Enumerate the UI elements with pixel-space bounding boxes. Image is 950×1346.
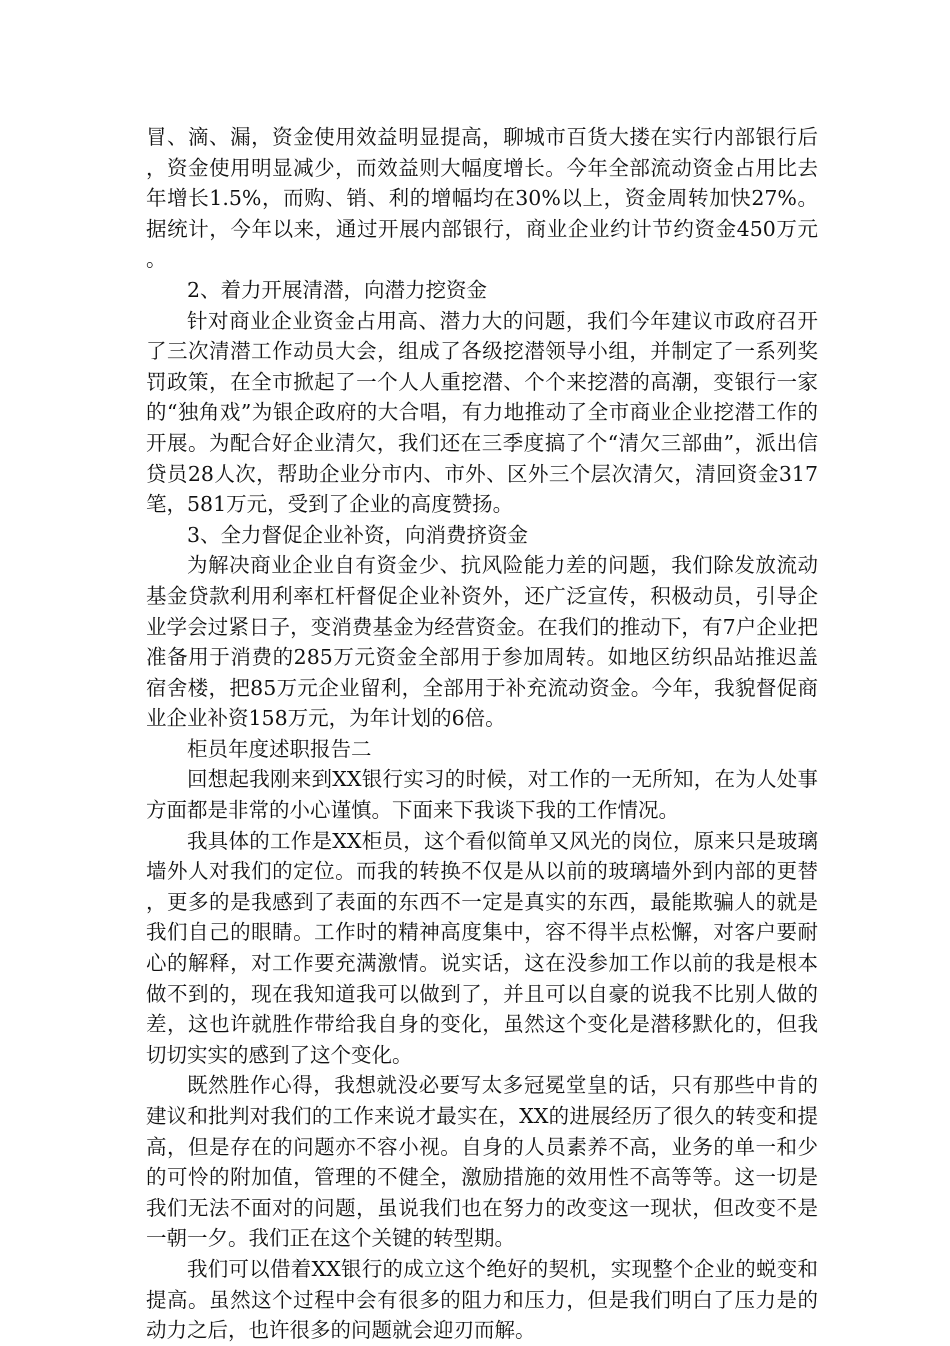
paragraph-1: 冒、滴、漏，资金使用效益明显提高，聊城市百货大搂在实行内部银行后，资金使用明显减少，而效益则大幅度增长。今年全部流动资金占用比去年增长1.5%，而购、销、利的增幅均在30%以上，资金周转加快27%。据统计，今年以来，通过开展内部银行，商业企业约计节约资金450万元。 bbox=[146, 125, 818, 272]
paragraph-3: 针对商业企业资金占用高、潜力大的问题，我们今年建议市政府召开了三次清潜工作动员大会，组成了各级挖潜领导小组，并制定了一系列奖罚政策，在全市掀起了一个人人重挖潜、个个来挖潜的高潮，变银行一家的“独角戏”为银企政府的大合唱，有力地推动了全市商业企业挖潜工作的开展。为配合好企业清欠，我们还在三季度搞了个“清欠三部曲”，派出信贷员28人次，帮助企业分市内、市外、区外三个层次清欠，清回资金317笔，581万元，受到了企业的高度赞扬。 bbox=[146, 308, 818, 517]
section-heading-3: 3、全力督促企业补资，向消费挤资金 bbox=[187, 522, 529, 547]
paragraph-5: 为解决商业企业自有资金少、抗风险能力差的问题，我们除发放流动基金贷款利用利率杠杆督促企业补资外，还广泛宣传，积极动员，引导企业学会过紧日子，变消费基金为经营资金。在我们的推动下，有7户企业把准备用于消费的285万元资金全部用于参加周转。如地区纺织品站推迟盖宿舍楼，把85万元企业留利，全部用于补充流动资金。今年，我貌督促商业企业补资158万元，为年计划的6倍。 bbox=[146, 553, 818, 731]
paragraph-8: 我具体的工作是XX柜员，这个看似简单又风光的岗位，原来只是玻璃墙外人对我们的定位。而我的转换不仅是从以前的玻璃墙外到内部的更替，更多的是我感到了表面的东西不一定是真实的东西，最能欺骗人的就是我们自己的眼睛。工作时的精神高度集中，容不得半点松懈，对客户要耐心的解释，对工作要充满激情。说实话，这在没参加工作以前的我是根本做不到的，现在我知道我可以做到了，并且可以自豪的说我不比别人做的差，这也许就胜作带给我自身的变化，虽然这个变化是潜移默化的，但我切切实实的感到了这个变化。 bbox=[146, 828, 818, 1067]
document-page bbox=[146, 122, 818, 1346]
paragraph-10: 我们可以借着XX银行的成立这个绝好的契机，实现整个企业的蜕变和提高。虽然这个过程中会有很多的阻力和压力，但是我们明白了压力是的动力之后，也许很多的问题就会迎刃而解。 bbox=[146, 1256, 818, 1343]
paragraph-7: 回想起我刚来到XX银行实习的时候，对工作的一无所知，在为人处事方面都是非常的小心谨慎。下面来下我谈下我的工作情况。 bbox=[146, 767, 818, 823]
paragraph-9: 既然胜作心得，我想就没必要写太多冠冕堂皇的话，只有那些中肯的建议和批判对我们的工作来说才最实在，XX的进展经历了很久的转变和提高，但是存在的问题亦不容小视。自身的人员素养不高，业务的单一和少的可怜的附加值，管理的不健全，激励措施的效用性不高等等。这一切是我们无法不面对的问题，虽说我们也在努力的改变这一现状，但改变不是一朝一夕。我们正在这个关键的转型期。 bbox=[146, 1073, 818, 1251]
report-title: 柜员年度述职报告二 bbox=[187, 736, 372, 761]
section-heading-2: 2、着力开展清潜，向潜力挖资金 bbox=[187, 277, 488, 302]
